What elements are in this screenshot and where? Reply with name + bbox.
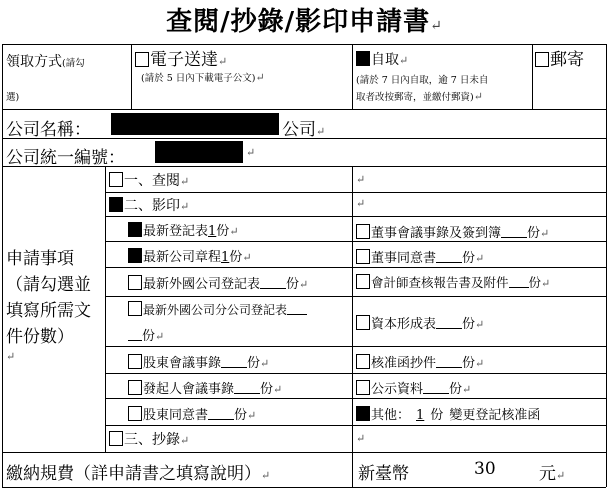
item-latest-registration[interactable]: 最新登記表1份↵ xyxy=(128,220,239,239)
checkbox-self-pickup[interactable] xyxy=(356,51,370,66)
checkbox[interactable] xyxy=(128,380,142,395)
option-self-pickup[interactable]: 自取↵ xyxy=(356,49,408,69)
checkbox[interactable] xyxy=(356,224,370,239)
section-copy[interactable]: 二、影印↵ xyxy=(109,195,189,215)
item-foreign-branch-unit: 份↵ xyxy=(128,325,164,344)
fee-unit: 元↵ xyxy=(539,464,566,484)
checkbox[interactable] xyxy=(128,301,142,316)
return-mark: ↵ xyxy=(246,146,256,159)
row-divider xyxy=(105,192,606,193)
col-divider xyxy=(532,44,533,109)
row-divider xyxy=(105,398,606,399)
option-electronic[interactable]: 電子送達↵ xyxy=(135,45,227,70)
row-divider xyxy=(105,373,606,374)
col-divider xyxy=(105,166,106,452)
pickup-label: 領取方式(請勾 xyxy=(6,54,85,70)
item-other[interactable]: 其他： 1 份 變更登記核准函 xyxy=(356,404,540,423)
item-auditor-report[interactable]: 會計師查核報告書及附件 份↵ xyxy=(356,273,550,291)
checkbox[interactable] xyxy=(128,248,142,263)
checkbox-copy[interactable] xyxy=(109,197,123,212)
row-divider xyxy=(105,425,606,426)
checkbox-transcribe[interactable] xyxy=(109,431,123,446)
item-shareholder-consent[interactable]: 股東同意書 份↵ xyxy=(128,404,256,423)
company-name-suffix: 公司↵ xyxy=(282,120,326,140)
option-self-pickup-note: (請於 7 日內自取，逾 7 日未自 xyxy=(356,75,489,86)
checkbox[interactable] xyxy=(356,274,370,289)
checkbox[interactable] xyxy=(128,222,142,237)
table-border-top xyxy=(2,44,606,45)
table-border-left xyxy=(2,44,3,487)
fee-amount: 30 xyxy=(474,459,496,479)
company-id-label: 公司統一編號： xyxy=(6,148,125,168)
apply-items-label: 申請事項 xyxy=(6,249,74,269)
item-public-info[interactable]: 公示資料 份↵ xyxy=(356,378,471,397)
item-foreign-branch[interactable]: 最新外國公司分公司登記表 xyxy=(128,301,307,318)
apply-items-label: 件份數） xyxy=(6,327,74,347)
fee-label: 繳納規費（詳申請書之填寫說明）↵ xyxy=(6,464,271,484)
item-director-consent[interactable]: 董事同意書 份↵ xyxy=(356,247,484,266)
checkbox[interactable] xyxy=(356,406,370,421)
checkbox[interactable] xyxy=(356,249,370,264)
item-capital-formation[interactable]: 資本形成表 份↵ xyxy=(356,313,484,332)
checkbox-electronic[interactable] xyxy=(135,52,149,67)
checkbox[interactable] xyxy=(128,406,142,421)
company-name-label: 公司名稱： xyxy=(6,120,91,140)
item-shareholder-minutes[interactable]: 股東會議事錄 份↵ xyxy=(128,352,269,371)
checkbox[interactable] xyxy=(128,275,142,290)
row-divider xyxy=(105,346,606,347)
checkbox[interactable] xyxy=(128,354,142,369)
item-board-minutes[interactable]: 董事會議事錄及簽到簿 份↵ xyxy=(356,222,549,241)
redaction-bar xyxy=(155,141,243,163)
row-divider xyxy=(2,452,606,453)
pickup-label-note: 選) xyxy=(6,92,20,103)
return-mark: ↵ xyxy=(356,173,366,186)
apply-items-label: 填寫所需文 xyxy=(6,301,91,321)
option-mail[interactable]: 郵寄 xyxy=(535,45,584,70)
page-title: 查閱/抄錄/影印申請書↵ xyxy=(166,7,443,37)
apply-items-label: （請勾選並 xyxy=(6,275,91,295)
fee-currency: 新臺幣 xyxy=(358,464,409,484)
section-transcribe[interactable]: 三、抄錄↵ xyxy=(109,429,189,449)
checkbox-mail[interactable] xyxy=(535,52,549,67)
section-view[interactable]: 一、查閱↵ xyxy=(109,170,189,190)
row-divider xyxy=(2,109,606,110)
row-divider xyxy=(105,296,606,297)
row-divider xyxy=(105,241,606,242)
option-self-pickup-note: 取者改按郵寄，並繳付郵資)↵ xyxy=(356,90,483,103)
col-divider xyxy=(352,166,353,487)
row-divider xyxy=(105,267,606,268)
checkbox[interactable] xyxy=(356,354,370,369)
return-mark: ↵ xyxy=(6,350,16,363)
redaction-bar xyxy=(111,113,279,135)
checkbox[interactable] xyxy=(356,315,370,330)
col-divider xyxy=(352,44,353,109)
table-border-bottom xyxy=(2,487,606,488)
checkbox-view[interactable] xyxy=(109,172,123,187)
checkbox[interactable] xyxy=(356,380,370,395)
table-border-right xyxy=(606,44,607,487)
item-promoter-minutes[interactable]: 發起人會議事錄 份↵ xyxy=(128,378,282,397)
item-approval-copy[interactable]: 核准函抄件 份↵ xyxy=(356,352,484,371)
col-divider xyxy=(131,44,132,109)
item-foreign-registration[interactable]: 最新外國公司登記表 份↵ xyxy=(128,273,308,292)
item-latest-articles[interactable]: 最新公司章程1份↵ xyxy=(128,246,252,265)
row-divider xyxy=(105,216,606,217)
return-mark: ↵ xyxy=(356,197,366,210)
return-mark: ↵ xyxy=(356,432,366,445)
option-electronic-note: (請於 5 日內下載電子公文)↵ xyxy=(141,71,265,84)
